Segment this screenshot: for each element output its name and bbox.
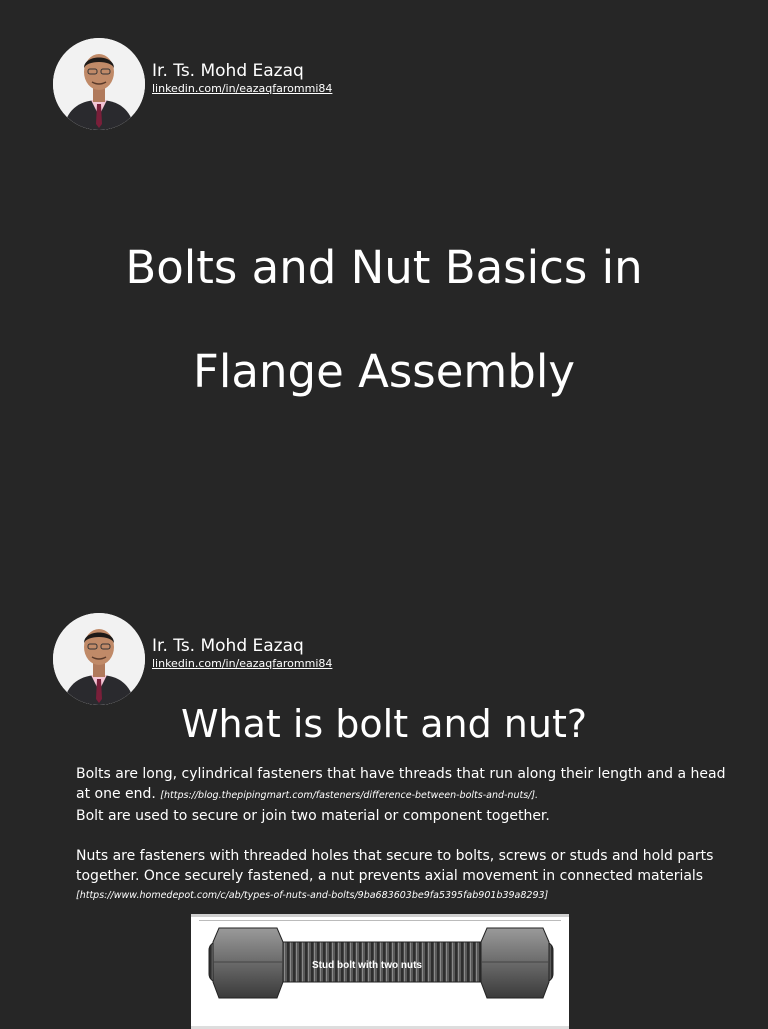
author-avatar — [53, 613, 145, 705]
content-slide — [0, 560, 768, 1024]
author-name: Ir. Ts. Mohd Eazaq — [152, 61, 304, 81]
author-block — [53, 38, 332, 130]
paragraph-nut-definition: Nuts are fasteners with threaded holes that secure to bolts, screws or studs and hold parts together. Once securely fastened, a nut prevents axial movement in connected materials — [76, 848, 714, 884]
bolt-definition-text: Bolts are long, cylindrical fasteners that have threads that run along their length and a head at one end. — [76, 766, 726, 802]
paragraph-bolt-definition — [76, 764, 726, 806]
stud-bolt-image — [191, 914, 569, 1029]
author-avatar — [53, 38, 145, 130]
slide-title — [0, 216, 768, 424]
slide-heading: What is bolt and nut? — [180, 702, 588, 746]
author-name: Ir. Ts. Mohd Eazaq — [152, 636, 304, 656]
slide-body — [76, 764, 726, 906]
nut-reference: [https://www.homedepot.com/c/ab/types-of-nuts-and-bolts/9ba683603be9fa5395fab901b39a8293] — [76, 890, 549, 901]
author-block — [53, 613, 332, 705]
figure-label: Stud bolt with two nuts — [312, 960, 422, 971]
title-line-2: Flange Assembly — [193, 345, 575, 398]
paragraph-bolt-use: Bolt are used to secure or join two material or component together. — [76, 808, 550, 824]
bolt-reference: [https://blog.thepipingmart.com/fasteners/difference-between-bolts-and-nuts/]. — [160, 790, 539, 801]
author-link[interactable]: linkedin.com/in/eazaqfarommi84 — [152, 657, 333, 670]
author-link[interactable]: linkedin.com/in/eazaqfarommi84 — [152, 82, 333, 95]
title-line-1: Bolts and Nut Basics in — [125, 241, 643, 294]
